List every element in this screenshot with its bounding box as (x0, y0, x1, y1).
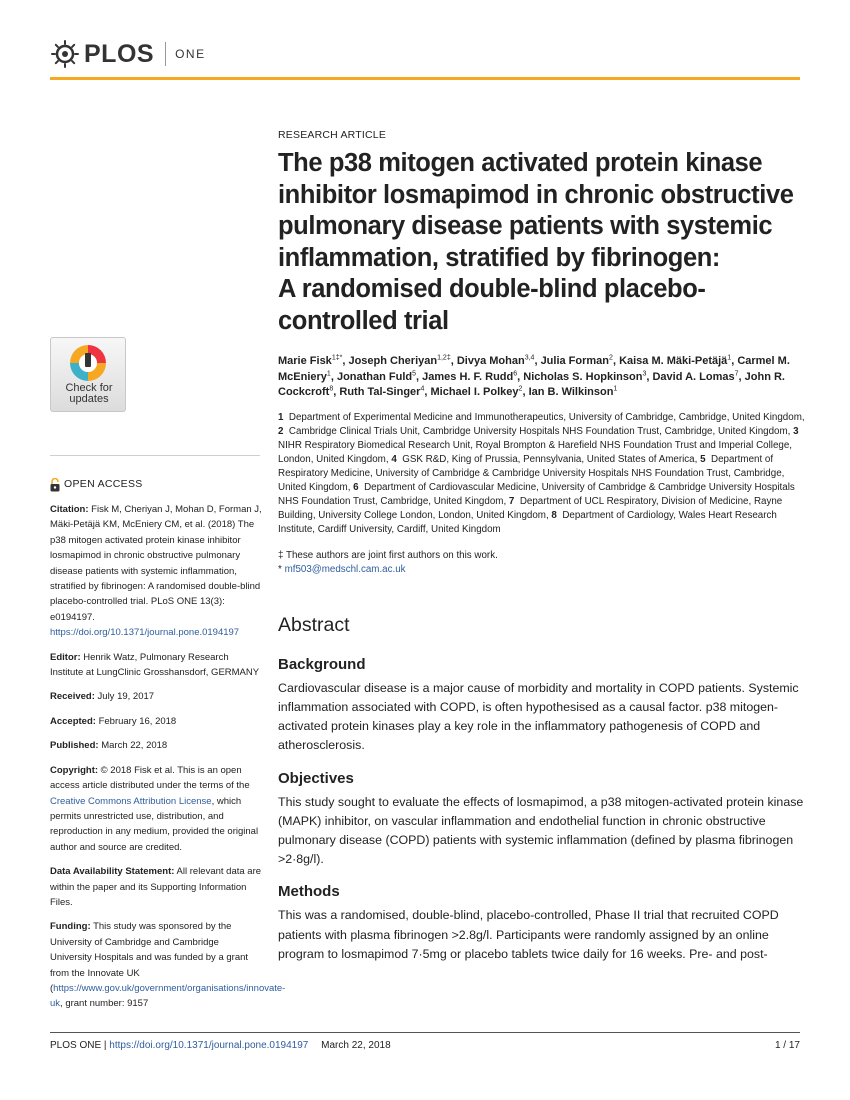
open-lock-icon (50, 478, 60, 492)
author-affiliation-marker: 4 (420, 385, 425, 393)
author-affiliation-marker: 3,4 (524, 354, 535, 362)
author-name: Marie Fisk (278, 355, 332, 367)
affiliation-number: 8 (551, 509, 557, 521)
citation-text: Fisk M, Cheriyan J, Mohan D, Forman J, Mäki-Petäjä KM, McEniery CM, et al. (2018) The p38 mitogen activated protein kinase inhibitor losmapimod in chronic obstructive pulmonary disease patients with systemic inflammation, stratified by fibrinogen: A randomised double-blind placebo-controlled trial. PLoS ONE 13(3): e0194197. (50, 504, 262, 623)
copyright-text: © 2018 Fisk et al. This is an open access article distributed under the terms of the (50, 764, 250, 792)
published-label: Published: (50, 740, 99, 752)
license-link[interactable]: Creative Commons Attribution License (50, 795, 212, 807)
affiliation-number: 2 (278, 425, 284, 437)
affiliation-text: NIHR Respiratory Biomedical Research Unit, Royal Brompton & Harefield NHS Foundation Trust and Imperial College, London, United Kingdom, (278, 439, 793, 465)
check-for-updates-badge[interactable] (50, 337, 126, 412)
citation-doi-link[interactable]: https://doi.org/10.1371/journal.pone.0194197 (50, 627, 240, 639)
article-type: RESEARCH ARTICLE (278, 129, 387, 141)
affiliation-number: 7 (508, 495, 515, 507)
abstract-section (278, 770, 808, 870)
check-for-updates-label: Check for updates (65, 382, 113, 405)
author-affiliation-marker: 5 (412, 369, 417, 377)
author-affiliation-marker: 1,2‡ (437, 354, 451, 362)
citation-label: Citation: (50, 504, 89, 515)
affiliation-text: GSK R&D, King of Prussia, Pennsylvania, United States of America, (402, 453, 698, 465)
corresponding-email-row (278, 563, 808, 577)
funding-text: This study was sponsored by the University of Cambridge and Cambridge University Hospitals and was funded by a grant from the Innovate UK ( (50, 921, 249, 994)
affiliation-text: Department of Cardiovascular Medicine, University of Cambridge & Cambridge University Hospitals NHS Foundation Trust, Cambridge, United Kingdom, (278, 481, 795, 507)
author-name: Ruth Tal-Singer (339, 386, 421, 399)
footer-journal: PLOS ONE | (50, 1040, 107, 1051)
abstract-section-heading: Background (278, 655, 366, 673)
affiliation-list (278, 411, 808, 537)
author-name: John R. Cockcroft (278, 370, 785, 399)
affiliation-text: Department of UCL Respiratory, Division of Medicine, Rayne Building, University College London, London, United Kingdom, (278, 495, 783, 521)
crossmark-icon (68, 343, 108, 383)
affiliation-text: Department of Experimental Medicine and Immunotherapeutics, University of Cambridge, Cambridge, United Kingdom, (288, 411, 805, 423)
open-access-label: OPEN ACCESS (64, 478, 143, 491)
editor-block (50, 650, 262, 681)
author-name: Julia Forman (540, 355, 610, 367)
author-affiliation-marker: 2 (518, 385, 523, 393)
abstract-section-text: Cardiovascular disease is a major cause of morbidity and mortality in COPD patients. Systemic inflammation associated with COPD, is often hypothesised as a causal factor. p38 mitogen-activated protein kinases play a key role in the inflammatory pathogenesis of COPD and atherosclerosis. (278, 680, 799, 753)
data-availability-label: Data Availability Statement: (50, 866, 175, 878)
open-access-badge (50, 476, 262, 494)
accepted-label: Accepted: (50, 715, 96, 727)
author-list: Marie Fisk$^{1\ddagger*}$, Joseph Cheriyan$^{1,2\ddagger}$, Divya Mohan$^{3,4}$, Julia Forman$^2$, Kaisa M. Mäki-Petäjä$^1$, Carmel M. McEniery$^1$, Jonathan Fuld$^5$, James H. F. Rudd$^6$, Nicholas S. Hopkinson$^3$, David A. Lomas$^7$, John R. Cockcroft$^8$, Ruth Tal-Singer$^4$, Michael I. Polkey$^2$, Ian B. Wilkinson$^1$ (278, 354, 790, 399)
accepted-block (50, 714, 262, 729)
received-block (50, 689, 262, 704)
author-affiliation-marker: 7 (734, 369, 739, 377)
affiliation-text: Department of Respiratory Medicine, University of Cambridge & Cambridge University Hospitals NHS Foundation Trust, Cambridge, United Kingdom, (278, 453, 785, 493)
editor-label: Editor: (50, 651, 81, 663)
footer-doi-link[interactable]: https://doi.org/10.1371/journal.pone.0194197 (109, 1040, 309, 1051)
affiliation-text: Cambridge Clinical Trials Unit, Cambridge University Hospitals NHS Foundation Trust, Cambridge, United Kingdom, (288, 425, 791, 437)
page-footer (50, 1040, 800, 1051)
abstract-sections (278, 656, 808, 964)
received-label: Received: (50, 691, 95, 703)
joint-author-note: ‡ These authors are joint first authors on this work. (278, 549, 498, 561)
footer-rule (50, 1032, 800, 1033)
page-number: 1 / 17 (774, 1040, 800, 1051)
journal-name: ONE (175, 47, 206, 61)
editor-text: Henrik Watz, Pulmonary Research Institute at LungClinic Grosshansdorf, GERMANY (50, 651, 260, 679)
affiliation-number: 5 (700, 453, 706, 465)
sidebar-divider (50, 455, 260, 456)
affiliation-number: 4 (391, 453, 397, 465)
author-name: Carmel M. McEniery (278, 355, 790, 383)
plos-logo-icon (50, 39, 80, 69)
abstract-section (278, 656, 808, 756)
abstract-heading: Abstract (278, 613, 350, 636)
funding-label: Funding: (50, 921, 91, 933)
affiliation-number: 3 (793, 425, 799, 437)
author-name: James H. F. Rudd (422, 370, 514, 383)
author-name: Jonathan Fuld (336, 370, 413, 383)
accepted-date: February 16, 2018 (98, 715, 177, 727)
author-affiliation-marker: 1 (613, 385, 618, 393)
copyright-block (50, 763, 262, 855)
copyright-text-after: , which permits unrestricted use, distribution, and reproduction in any medium, provided the original author and source are credited. (50, 795, 259, 853)
abstract-section-heading: Methods (278, 883, 340, 901)
funding-block (50, 919, 286, 1011)
author-name: Divya Mohan (456, 355, 525, 367)
author-affiliation-marker: 3 (642, 369, 647, 377)
published-date: March 22, 2018 (101, 740, 168, 752)
plos-one-logo[interactable] (50, 36, 206, 72)
article-main (278, 129, 808, 964)
author-affiliation-marker: 1 (326, 369, 331, 377)
author-name: Joseph Cheriyan (348, 355, 438, 367)
author-notes (278, 549, 808, 577)
author-affiliation-marker: 1 (727, 354, 732, 362)
article-title: The p38 mitogen activated protein kinase inhibitor losmapimod in chronic obstructive pulmonary disease patients with systemic inflammation, stratified by fibrinogen: A randomised double-blind placebo- controlled trial (278, 149, 794, 335)
published-block (50, 738, 262, 753)
funding-link[interactable]: https://www.gov.uk/government/organisations/innovate-uk (50, 982, 286, 1010)
footer-date: March 22, 2018 (321, 1040, 391, 1051)
corresponding-marker: * (278, 563, 282, 575)
received-date: July 19, 2017 (97, 691, 155, 703)
affiliation-number: 1 (278, 411, 284, 423)
header-accent-rule (50, 77, 800, 80)
author-name: Nicholas S. Hopkinson (523, 370, 643, 383)
article-info-sidebar (50, 476, 286, 1021)
author-name: Michael I. Polkey (430, 386, 519, 399)
affiliation-text: Department of Cardiology, Wales Heart Research Institute, Cardiff University, Cardiff, United Kingdom (278, 509, 777, 535)
affiliation-number: 6 (353, 481, 359, 493)
author-name: David A. Lomas (652, 370, 735, 383)
author-affiliation-marker: 8 (329, 385, 334, 393)
abstract-section-heading: Objectives (278, 769, 354, 787)
copyright-label: Copyright: (50, 764, 99, 776)
plos-brand: PLOS (84, 39, 155, 68)
journal-header (50, 36, 800, 80)
data-availability-block (50, 864, 262, 910)
author-affiliation-marker: 2 (609, 354, 613, 362)
author-name: Ian B. Wilkinson (528, 386, 614, 399)
corresponding-email-link[interactable]: mf503@medschl.cam.ac.uk (284, 563, 406, 575)
funding-text-after: , grant number: 9157 (60, 998, 149, 1010)
author-affiliation-marker: 6 (513, 369, 518, 377)
citation-block (50, 502, 262, 641)
abstract-section-text: This was a randomised, double-blind, placebo-controlled, Phase II trial that recruited COPD patients with plasma fibrinogen >2.8g/l. Participants were randomly assigned by an online program to losmapimod 7·5mg or placebo tablets twice daily for 16 weeks. Pre- and post- (278, 908, 779, 961)
logo-divider (165, 42, 166, 66)
author-name: Kaisa M. Mäki-Petäjä (619, 355, 728, 367)
author-affiliation-marker: 1‡* (331, 354, 343, 362)
abstract-section (278, 883, 808, 964)
abstract-section-text: This study sought to evaluate the effects of losmapimod, a p38 mitogen-activated protein kinase (MAPK) inhibitor, on vascular inflammation and endothelial function in chronic obstructive pulmonary disease (COPD) patients with systemic inflammation (defined by plasma fibrinogen >2·8g/l). (278, 794, 804, 867)
data-availability-text: All relevant data are within the paper and its Supporting Information Files. (50, 866, 262, 908)
